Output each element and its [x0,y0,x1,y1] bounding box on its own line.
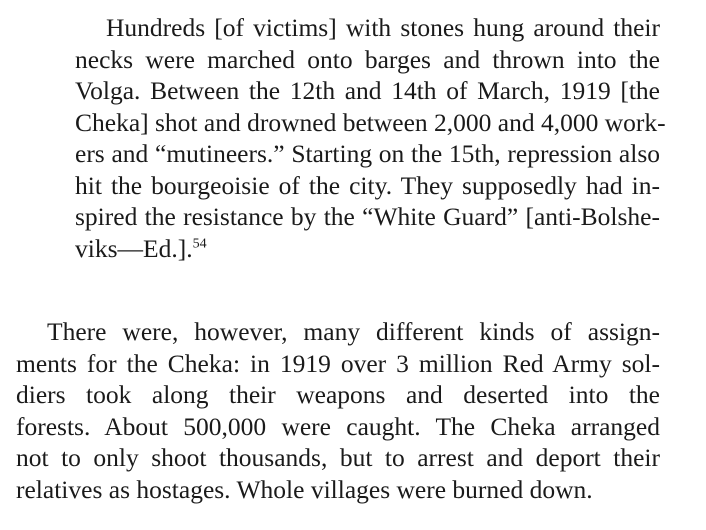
quote-last-line [75,233,660,265]
paragraph-line: not to only shoot thousands, but to arrest and deport their [16,443,660,472]
quote-line-text: viks—Ed.]. [75,233,193,263]
quote-line: Volga. Between the 12th and 14th of March, 1919 [the [75,76,660,105]
quote-line: ers and “mutineers.” Starting on the 15th, repression also [75,139,660,168]
paragraph-line: diers took along their weapons and deserted into the [16,380,660,409]
quote-line: Hundreds [of victims] with stones hung around their [106,13,660,42]
quote-line: Cheka] shot and drowned between 2,000 and 4,000 work- [75,107,666,137]
quote-line: spired the resistance by the “White Guard” [anti-Bolshe- [75,202,660,231]
paragraph-line: There were, however, many different kinds of assign- [47,317,660,346]
footnote-marker: 54 [192,236,207,251]
body-paragraph [16,316,660,505]
quote-line: necks were marched onto barges and thrown into the [75,44,660,74]
paragraph-line: forests. About 500,000 were caught. The Cheka arranged [16,411,660,441]
paragraph-line: relatives as hostages. Whole villages were burned down. [16,474,593,504]
paragraph-line: ments for the Cheka: in 1919 over 3 million Red Army sol- [16,348,660,378]
quote-line: hit the bourgeoisie of the city. They supposedly had in- [75,170,660,200]
block-quote [75,12,666,264]
